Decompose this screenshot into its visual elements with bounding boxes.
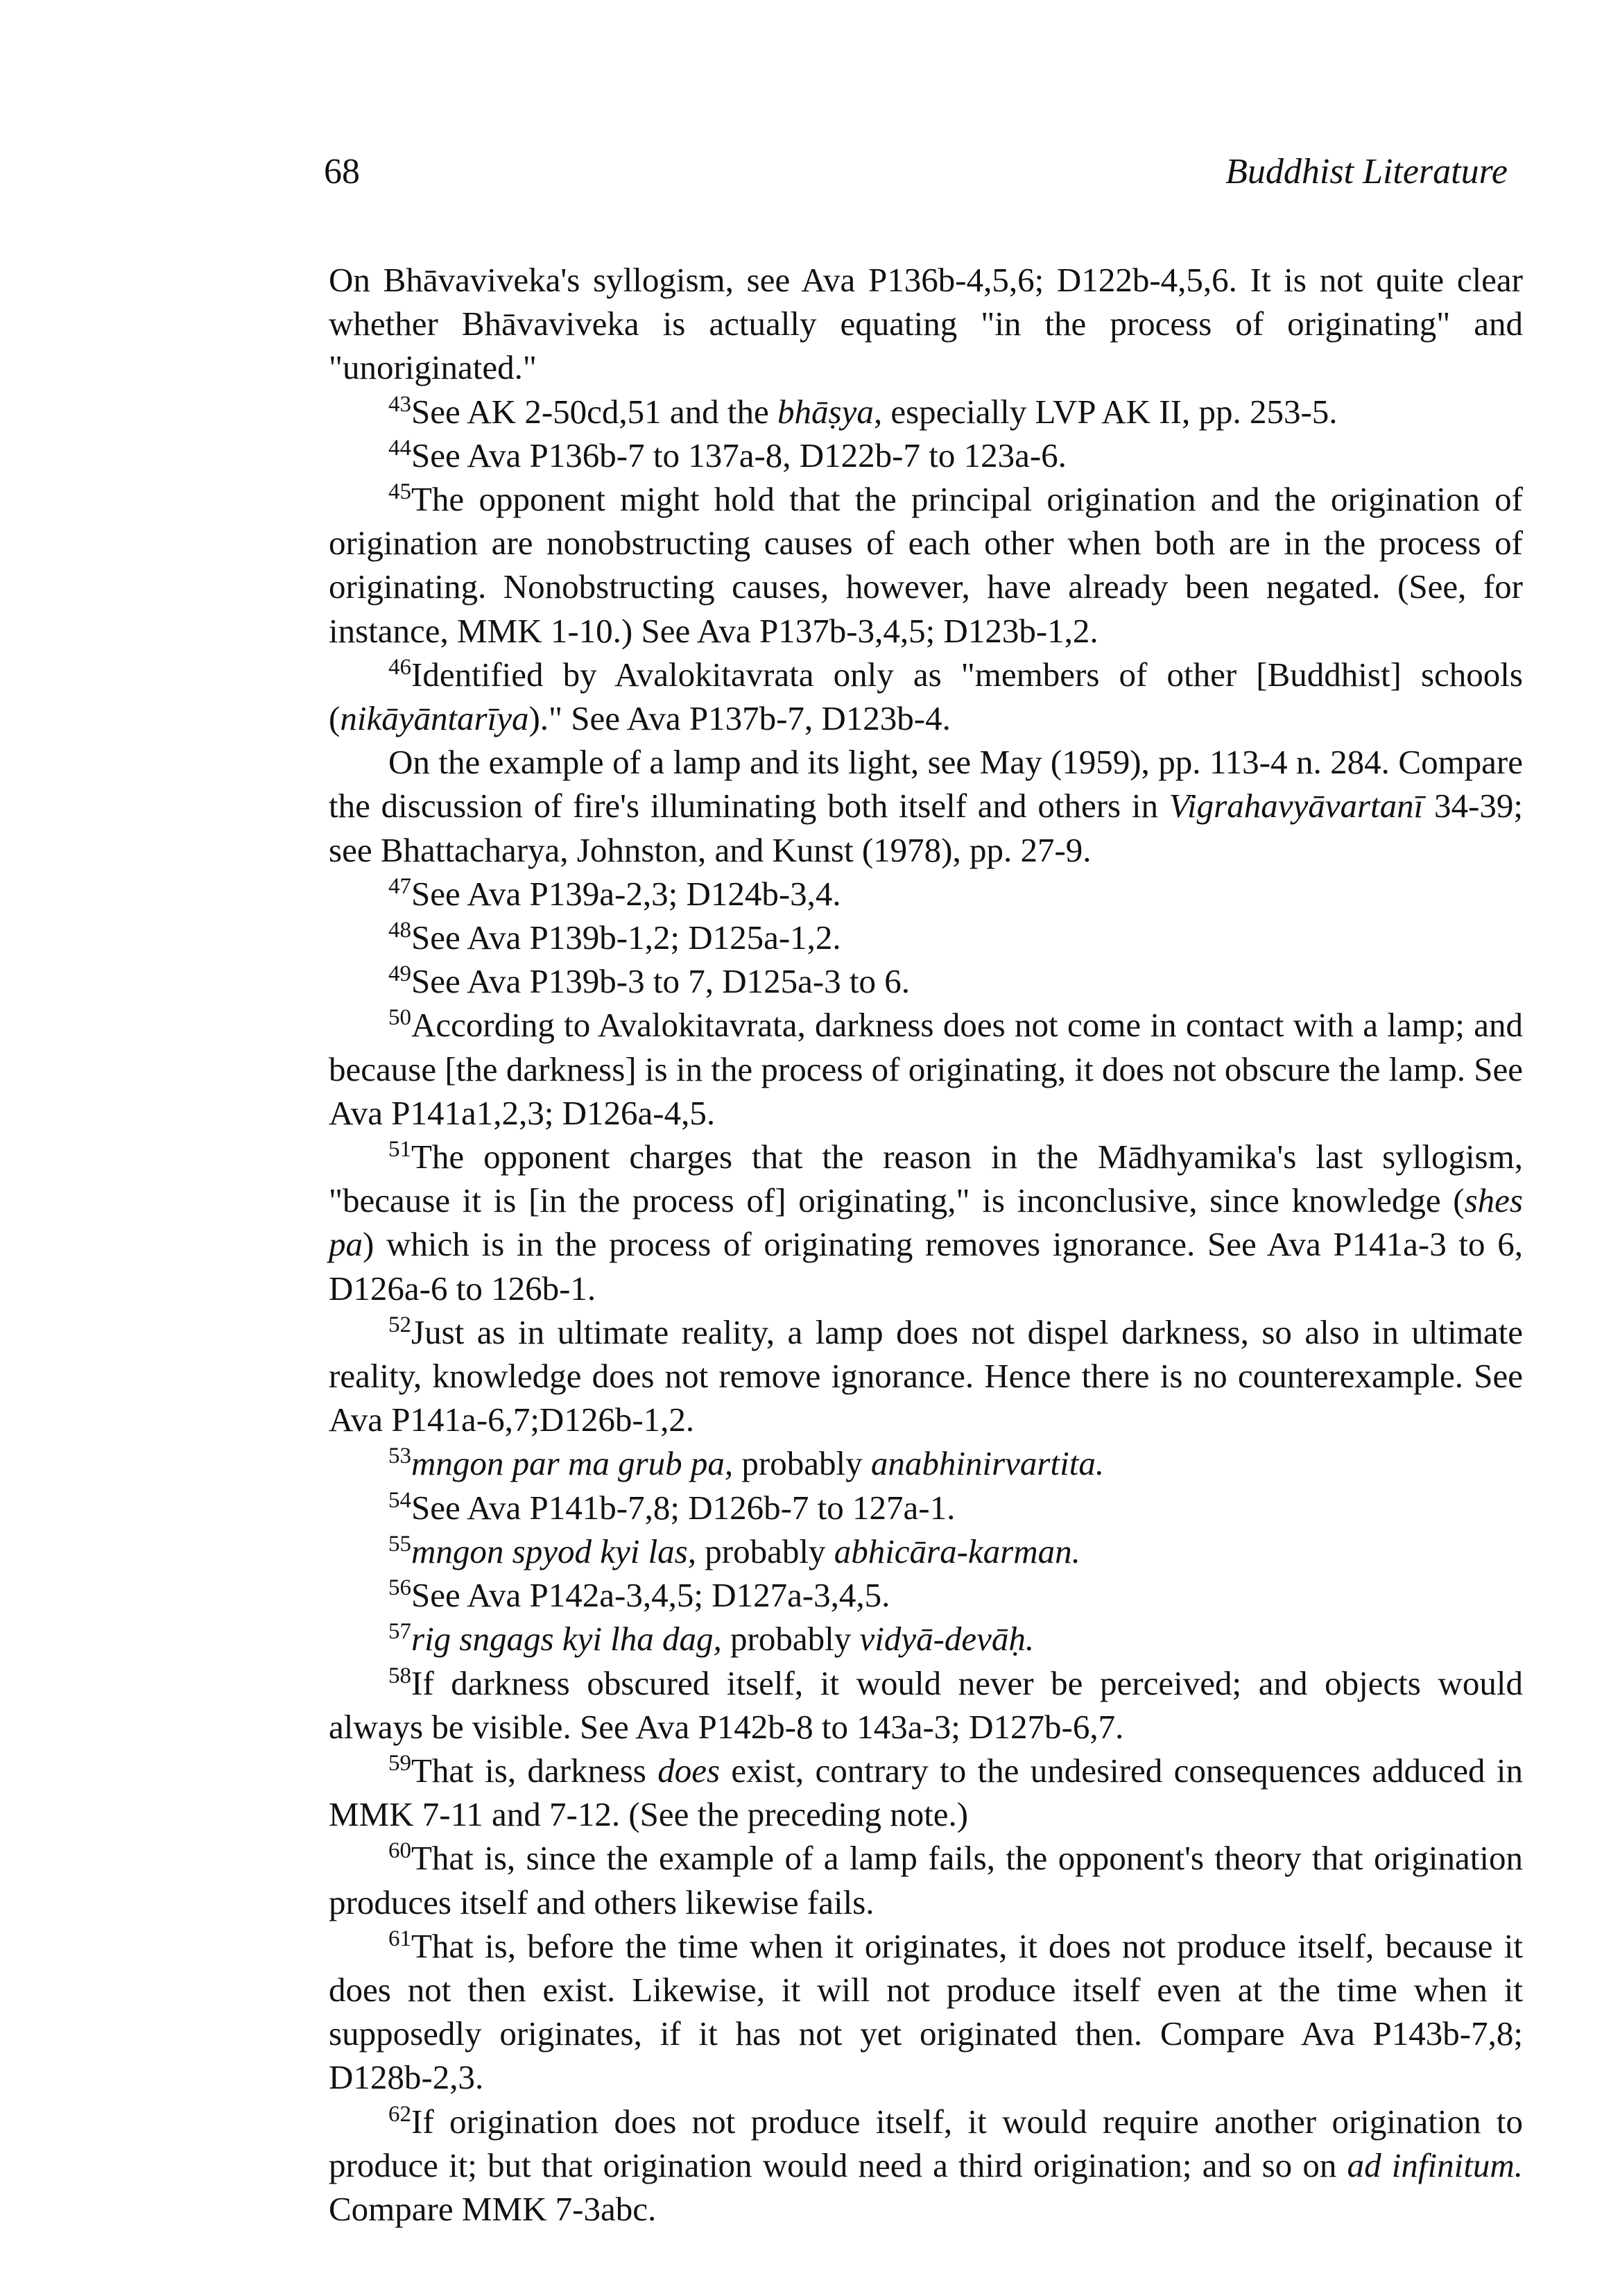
note-text: See AK 2-50cd,51 and the <box>411 392 777 431</box>
note-text: See Ava P136b-7 to 137a-8, D122b-7 to 123a-6. <box>411 436 1067 474</box>
note-text: probably <box>733 1444 871 1483</box>
running-title: Buddhist Literature <box>1225 152 1508 191</box>
note-number: 48 <box>388 918 411 943</box>
endnote <box>329 1617 1523 1661</box>
page-number: 68 <box>324 152 360 191</box>
note-text: That is, since the example of a lamp fails, the opponent's theory that origination produces itself and others likewise fails. <box>329 1839 1523 1921</box>
endnote <box>329 740 1523 872</box>
note-text: Compare MMK 7-3abc. <box>329 2189 657 2228</box>
endnote <box>329 1661 1523 1749</box>
note-number: 54 <box>388 1487 411 1513</box>
note-number: 51 <box>388 1137 411 1163</box>
endnote <box>329 653 1523 740</box>
italic-text: ad infinitum. <box>1347 2145 1523 2184</box>
note-text: On the example of a lamp and its light, see May (1959), pp. 113-4 n. 284. Compare the discussion of fire's illuminating both itself and others in <box>329 743 1523 825</box>
note-number: 45 <box>388 479 411 505</box>
note-text: The opponent charges that the reason in the Mādhyamika's last syllogism, "because it is [in the process of] originating," is inconclusive, since knowledge ( <box>329 1138 1523 1220</box>
endnote <box>329 1486 1523 1530</box>
italic-text: shes pa <box>329 1181 1523 1264</box>
italic-text: rig sngags kyi lha dag, <box>411 1620 722 1659</box>
note-number: 57 <box>388 1619 411 1645</box>
note-number: 53 <box>388 1443 411 1469</box>
note-text: If darkness obscured itself, it would never be perceived; and objects would always be visible. See Ava P142b-8 to 143a-3; D127b-6,7. <box>329 1663 1523 1746</box>
endnote <box>329 916 1523 959</box>
endnote <box>329 2100 1523 2231</box>
note-text: The opponent might hold that the principal origination and the origination of origination are nonobstructing causes of each other when both are in the process of originating. Nonobstructing causes, however, have already been negated. (See, for instance, MMK 1-10.) See Ava P137b-3,4,5; D123b-1,2. <box>329 480 1523 650</box>
note-number: 47 <box>388 873 411 899</box>
italic-text: does <box>657 1751 721 1790</box>
endnote <box>329 1441 1523 1485</box>
italic-text: mngon par ma grub pa, <box>411 1444 734 1483</box>
note-text: See Ava P142a-3,4,5; D127a-3,4,5. <box>411 1576 890 1615</box>
note-number: 44 <box>388 435 411 461</box>
note-text: ) which is in the process of originating removes ignorance. See Ava P141a-3 to 6, D126a-6 to 126b-1. <box>329 1225 1523 1308</box>
note-number: 59 <box>388 1750 411 1776</box>
note-number: 50 <box>388 1005 411 1031</box>
note-number: 43 <box>388 391 411 417</box>
endnote <box>329 390 1523 434</box>
note-text: See Ava P139b-3 to 7, D125a-3 to 6. <box>411 962 911 1001</box>
note-text: See Ava P139a-2,3; D124b-3,4. <box>411 874 841 913</box>
endnote <box>329 1749 1523 1836</box>
note-number: 62 <box>388 2101 411 2127</box>
italic-text: Vigrahavyāvartanī <box>1169 787 1424 825</box>
note-number: 61 <box>388 1926 411 1951</box>
note-text: That is, before the time when it originates, it does not produce itself, because it does not then exist. Likewise, it will not produce itself even at the time when it supposedly originates, if it has not yet originated then. Compare Ava P143b-7,8; D128b-2,3. <box>329 1926 1523 2097</box>
note-text: Just as in ultimate reality, a lamp does not dispel darkness, so also in ultimate reality, knowledge does not remove ignorance. Hence there is no counterexample. See Ava P141a-6,7;D126b-1,2. <box>329 1312 1523 1439</box>
endnote <box>329 434 1523 477</box>
endnote <box>329 1836 1523 1924</box>
italic-text: abhicāra-karman. <box>834 1532 1080 1570</box>
note-text: That is, darkness <box>411 1751 658 1790</box>
italic-text: vidyā-devāḥ. <box>859 1620 1035 1659</box>
italic-text: anabhinirvartita. <box>870 1444 1105 1483</box>
note-text: If origination does not produce itself, it would require another origination to produce it; but that origination would need a third origination; and so on <box>329 2102 1523 2184</box>
note-text: especially LVP AK II, pp. 253-5. <box>882 392 1338 431</box>
endnote <box>329 1003 1523 1135</box>
note-number: 52 <box>388 1312 411 1337</box>
note-text: According to Avalokitavrata, darkness does not come in contact with a lamp; and because [the darkness] is in the process of originating, it does not obscure the lamp. See Ava P141a1,2,3; D126a-4,5. <box>329 1006 1523 1132</box>
endnote <box>329 1573 1523 1617</box>
note-number: 46 <box>388 654 411 680</box>
italic-text: bhāṣya, <box>777 392 883 431</box>
note-text: On Bhāvaviveka's syllogism, see Ava P136b-4,5,6; D122b-4,5,6. It is not quite clear whether Bhāvaviveka is actually equating "in the process of originating" and "unoriginated." <box>329 261 1523 387</box>
italic-text: mngon spyod kyi las, <box>411 1532 696 1570</box>
note-text: See Ava P139b-1,2; D125a-1,2. <box>411 918 841 957</box>
note-number: 56 <box>388 1575 411 1601</box>
endnote <box>329 872 1523 916</box>
endnote <box>329 477 1523 653</box>
endnote <box>329 1530 1523 1573</box>
note-text: probably <box>696 1532 834 1570</box>
endnote <box>329 1924 1523 2100</box>
italic-text: nikāyāntarīya <box>340 699 529 738</box>
note-number: 49 <box>388 961 411 987</box>
endnote <box>329 258 1523 390</box>
note-text: exist, contrary to the undesired consequences adduced in MMK 7-11 and 7-12. (See the preceding note.) <box>329 1751 1523 1834</box>
endnote <box>329 959 1523 1003</box>
note-number: 58 <box>388 1663 411 1688</box>
note-text: 34-39; see Bhattacharya, Johnston, and Kunst (1978), pp. 27-9. <box>329 787 1523 869</box>
page-header <box>324 151 1508 200</box>
note-number: 60 <box>388 1838 411 1864</box>
note-number: 55 <box>388 1531 411 1557</box>
note-text: probably <box>721 1620 860 1659</box>
note-text: Identified by Avalokitavrata only as "members of other [Buddhist] schools ( <box>329 655 1523 738</box>
endnote <box>329 1310 1523 1442</box>
endnote <box>329 1135 1523 1310</box>
note-text: See Ava P141b-7,8; D126b-7 to 127a-1. <box>411 1488 956 1527</box>
note-text: )." See Ava P137b-7, D123b-4. <box>528 699 951 738</box>
endnotes-list <box>329 258 1523 2231</box>
